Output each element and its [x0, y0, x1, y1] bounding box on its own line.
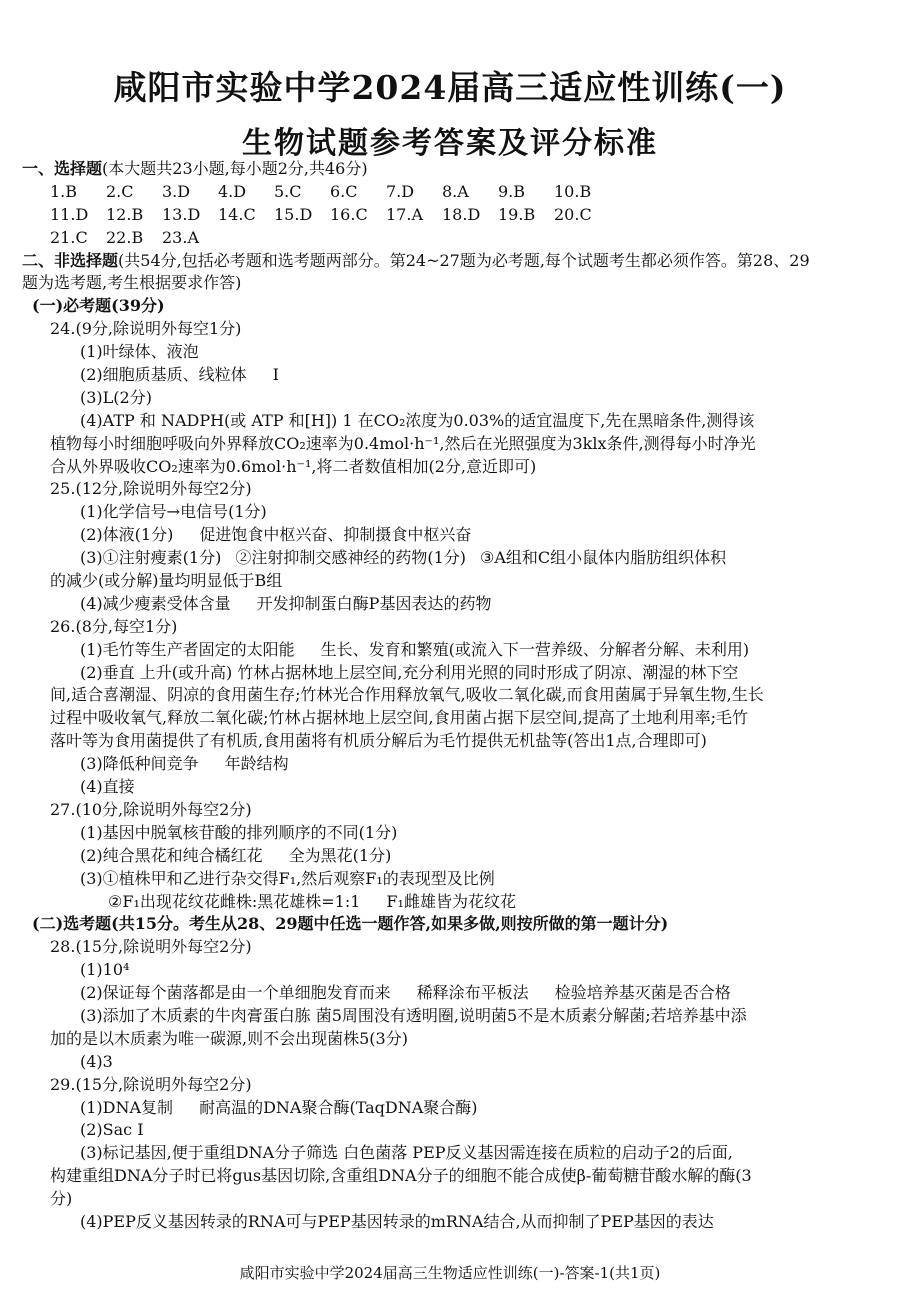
section-1-header — [22, 158, 884, 181]
choice-answer: 15.D — [274, 204, 313, 224]
choice-answer: 1.B — [50, 181, 78, 201]
q24-answer-3: (3)L(2分) — [80, 387, 152, 407]
q26-answer-2: (2)垂直 上升(或升高) 竹林占据林地上层空间,充分利用光照的同时形成了阴凉、潮湿的林下空 — [80, 662, 739, 682]
q25-answer-2: (2)体液(1分) 促进饱食中枢兴奋、抑制摄食中枢兴奋 — [80, 525, 472, 545]
answer-body — [22, 158, 884, 1234]
choice-answer: 4.D — [218, 181, 247, 201]
elective-heading: (二)选考题(共15分。考生从28、29题中任选一题作答,如果多做,则按所做的第一题计分) — [32, 914, 669, 934]
choice-row-1 — [22, 181, 884, 204]
choice-answer: 6.C — [330, 181, 358, 201]
section-2-desc: (共54分,包括必考题和选考题两部分。第24~27题为必考题,每个试题考生都必须作答。第28、29 — [118, 250, 810, 270]
choice-answer: 18.D — [442, 204, 481, 224]
q27-answer-3: (3)①植株甲和乙进行杂交得F₁,然后观察F₁的表现型及比例 — [80, 868, 495, 888]
section-1-heading: 一、选择题 — [22, 159, 103, 178]
q26-answer-1: (1)毛竹等生产者固定的太阳能 生长、发育和繁殖(或流入下一营养级、分解者分解、未利用) — [80, 639, 750, 659]
q26-answer-2-cont: 落叶等为食用菌提供了有机质,食用菌将有机质分解后为毛竹提供无机盐等(答出1点,合理即可) — [50, 731, 707, 751]
q26-answer-3: (3)降低种间竞争 年龄结构 — [80, 754, 289, 774]
choice-answer: 21.C — [50, 227, 88, 247]
q25-answer-3-cont: 的减少(或分解)量均明显低于B组 — [50, 571, 283, 591]
choice-answer: 13.D — [162, 204, 201, 224]
choice-answer: 2.C — [106, 181, 134, 201]
page-footer: 咸阳市实验中学2024届高三生物适应性训练(一)-答案-1(共1页) — [239, 1264, 661, 1282]
choice-answer: 5.C — [274, 181, 302, 201]
choice-answer: 11.D — [50, 204, 89, 224]
section-1-desc: (本大题共23小题,每小题2分,共46分) — [102, 159, 368, 178]
choice-answer: 12.B — [106, 204, 144, 224]
document-title: 咸阳市实验中学2024届高三适应性训练(一) — [113, 68, 787, 107]
q29-answer-1: (1)DNA复制 耐高温的DNA聚合酶(TaqDNA聚合酶) — [80, 1097, 478, 1117]
q26-header: 26.(8分,每空1分) — [50, 616, 178, 636]
choice-answer: 17.A — [386, 204, 423, 224]
q27-answer-1: (1)基因中脱氧核苷酸的排列顺序的不同(1分) — [80, 822, 398, 842]
choice-answer: 20.C — [554, 204, 592, 224]
q27-answer-2: (2)纯合黑花和纯合橘红花 全为黑花(1分) — [80, 845, 392, 865]
q24-answer-4-cont: 合从外界吸收CO₂速率为0.6mol·h⁻¹,将二者数值相加(2分,意近即可) — [50, 456, 537, 476]
choice-answer: 3.D — [162, 181, 191, 201]
q24-answer-1: (1)叶绿体、液泡 — [80, 342, 199, 362]
choice-row-2 — [22, 204, 884, 227]
q29-answer-4: (4)PEP反义基因转录的RNA可与PEP基因转录的mRNA结合,从而抑制了PEP基因的表达 — [80, 1211, 714, 1231]
choice-answer: 9.B — [498, 181, 526, 201]
q24-answer-4: (4)ATP 和 NADPH(或 ATP 和[H]) 1 在CO₂浓度为0.03%的适宜温度下,先在黑暗条件,测得该 — [80, 410, 755, 430]
q28-answer-3: (3)添加了木质素的牛肉膏蛋白胨 菌5周围没有透明圈,说明菌5不是木质素分解菌;若培养基中添 — [80, 1005, 747, 1025]
q24-header: 24.(9分,除说明外每空1分) — [50, 319, 242, 339]
q25-answer-1: (1)化学信号→电信号(1分) — [80, 502, 267, 522]
q28-answer-2: (2)保证每个菌落都是由一个单细胞发育而来 稀释涂布平板法 检验培养基灭菌是否合格 — [80, 983, 731, 1003]
q26-answer-2-cont: 间,适合喜潮湿、阴凉的食用菌生存;竹林光合作用释放氧气,吸收二氧化碳,而食用菌属于异氧生物,生长 — [50, 685, 764, 705]
q28-answer-1: (1)10⁴ — [80, 960, 130, 980]
q26-answer-4: (4)直接 — [80, 777, 135, 797]
choice-row-3 — [22, 227, 884, 250]
q25-header: 25.(12分,除说明外每空2分) — [50, 479, 252, 499]
q25-answer-4: (4)减少瘦素受体含量 开发抑制蛋白酶P基因表达的药物 — [80, 593, 492, 613]
required-heading: (一)必考题(39分) — [32, 296, 165, 316]
choice-answer: 22.B — [106, 227, 144, 247]
section-2-desc-cont: 题为选考题,考生根据要求作答) — [22, 273, 242, 293]
choice-answer: 19.B — [498, 204, 536, 224]
document-subtitle: 生物试题参考答案及评分标准 — [242, 126, 658, 161]
q26-answer-2-cont: 过程中吸收氧气,释放二氧化碳;竹林占据林地上层空间,食用菌占据下层空间,提高了土地利用率;毛竹 — [50, 708, 749, 728]
q27-answer-3-cont: ②F₁出现花纹花雌株:黑花雄株=1:1 F₁雌雄皆为花纹花 — [108, 891, 516, 911]
emphasis-text: 选一题 — [345, 914, 394, 934]
choice-answer: 10.B — [554, 181, 592, 201]
q29-answer-3: (3)标记基因,便于重组DNA分子筛选 白色菌落 PEP反义基因需连接在质粒的启动子2的后面, — [80, 1143, 733, 1163]
choice-answer: 7.D — [386, 181, 415, 201]
q29-answer-2: (2)Sac Ⅰ — [80, 1120, 144, 1140]
q24-answer-4-cont: 植物每小时细胞呼吸向外界释放CO₂速率为0.4mol·h⁻¹,然后在光照强度为3klx条件,测得每小时净光 — [50, 433, 756, 453]
q28-answer-3-cont: 加的是以木质素为唯一碳源,则不会出现菌株5(3分) — [50, 1028, 408, 1048]
choice-answer: 8.A — [442, 181, 469, 201]
section-2-header — [22, 250, 884, 273]
section-2-heading: 二、非选择题 — [22, 250, 119, 270]
q24-answer-2: (2)细胞质基质、线粒体 Ⅰ — [80, 365, 279, 385]
choice-answer: 16.C — [330, 204, 368, 224]
q29-answer-3-cont: 分) — [50, 1189, 73, 1209]
q29-answer-3-cont: 构建重组DNA分子时已将gus基因切除,含重组DNA分子的细胞不能合成使β-葡萄糖苷酸水解的酶(3 — [50, 1166, 752, 1186]
q27-header: 27.(10分,除说明外每空2分) — [50, 799, 252, 819]
choice-answer: 14.C — [218, 204, 256, 224]
q28-answer-4: (4)3 — [80, 1051, 113, 1071]
q28-header: 28.(15分,除说明外每空2分) — [50, 937, 252, 957]
q25-answer-3: (3)①注射瘦素(1分) ②注射抑制交感神经的药物(1分) ③A组和C组小鼠体内脂肪组织体积 — [80, 548, 727, 568]
choice-answer: 23.A — [162, 227, 199, 247]
q29-header: 29.(15分,除说明外每空2分) — [50, 1074, 252, 1094]
